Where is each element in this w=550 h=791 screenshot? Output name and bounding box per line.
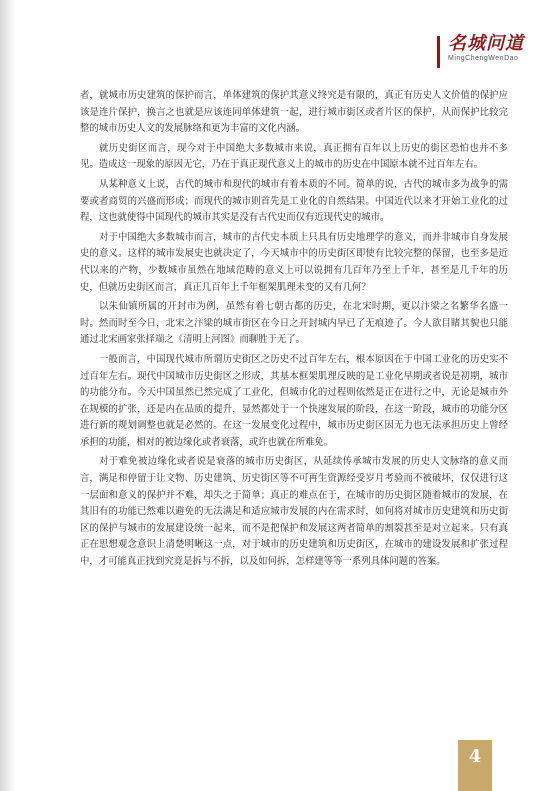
page-binding-shadow xyxy=(0,0,16,791)
masthead-divider xyxy=(437,36,440,68)
paragraph: 对于难免被边缘化或者说是衰落的城市历史街区，从延续传承城市发展的历史人文脉络的意义而言，满足和停留于让文物、历史建筑、历史街区等不可再生资源经受岁月考验而不被破坏，仅仅进行这一层面和意义的保护并不难，却失之于简单；真正的难点在于，在城市的历史街区随着城市的发展，在其旧有的功能已然难以避免的无法满足和适应城市发展的内在需求时，如何将对城市历史建筑和历史街区的保护与城市的发展建设统一起来，而不是把保护和发展这两者简单的割裂甚至是对立起来。只有真正在思想观念意识上清楚明晰这一点，对于城市的历史建筑和历史街区，在城市的建设发展和扩张过程中，才可能真正找到究竟是拆与不拆，以及如何拆，怎样建等等一系列具体问题的答案。 xyxy=(80,456,508,568)
masthead-logo xyxy=(437,34,524,68)
masthead-title: 名城问道 xyxy=(448,33,524,54)
article-body xyxy=(80,88,508,574)
paragraph: 就历史街区而言，现今对于中国绝大多数城市来说，真正拥有百年以上历史的街区恐怕也并不多见。造成这一现象的原因无它，乃在于真正现代意义上的城市的历史在中国原本就不过百年左右。 xyxy=(80,142,508,171)
paragraph: 从某种意义上说，古代的城市和现代的城市有着本质的不同。简单的说，古代的城市多为战争的需要或者商贸的兴盛而形成；而现代的城市则首先是工业化的自然结果。中国近代以来才开始工业化的过程，这也就使得中国现代的城市其实是没有古代史而仅有近现代史的城市。 xyxy=(80,178,508,224)
paragraph: 一般而言，中国现代城市所谓历史街区之历史不过百年左右，根本原因在于中国工业化的历史实不过百年左右。现代中国城市历史街区之形成，其基本框架肌理反映的是工业化早期或者说是初期，城市的功能分布。今天中国虽然已然完成了工业化，但城市化的过程则依然是正在进行之中，无论是城市外在规模的扩张，还是内在品质的提升，显然都处于一个快速发展的阶段，在这一阶段，城市的功能分区进行新的规划调整也就是必然的。在这一发展变化过程中，城市历史街区因无力也无法承担历史上曾经承担的功能，相对的被边缘化或者衰落，或许也就在所难免。 xyxy=(80,353,508,448)
masthead-subtitle: MingChengWenDao xyxy=(448,55,519,62)
page-number-tab xyxy=(458,740,492,791)
masthead-text xyxy=(448,34,524,62)
paragraph: 对于中国绝大多数城市而言，城市的古代史本质上只具有历史地理学的意义，而并非城市自身发展史的意义。这样的城市发展史也就决定了，今天城市中的历史街区即使有比较完整的保留，也至多是近代以来的产物，少数城市虽然在地域范畴的意义上可以说拥有几百年乃至上千年，甚至是几千年的历史，但就历史街区而言，真正几百年上千年框架肌理未变的又有几何？ xyxy=(80,231,508,293)
paragraph: 以朱仙镇所属的开封市为例，虽然有着七朝古都的历史，在北宋时期，更以汴梁之名繁华名盛一时。然而时至今日，北宋之汴梁的城市街区在今日之开封城内早已了无痕迹了。今人欲目睹其貌也只能通过北宋画家张择端之《清明上河图》而聊胜于无了。 xyxy=(80,301,508,346)
page-number: 4 xyxy=(468,746,482,767)
paragraph: 者，就城市历史建筑的保护而言，单体建筑的保护其意义终究是有限的，真正有历史人文价值的保护应该是连片保护，换言之也就是应该连同单体建筑一起，进行城市街区或者片区的保护，从而保护比较完整的城市历史人文的发展脉络和更为丰富的文化内涵。 xyxy=(80,90,508,135)
